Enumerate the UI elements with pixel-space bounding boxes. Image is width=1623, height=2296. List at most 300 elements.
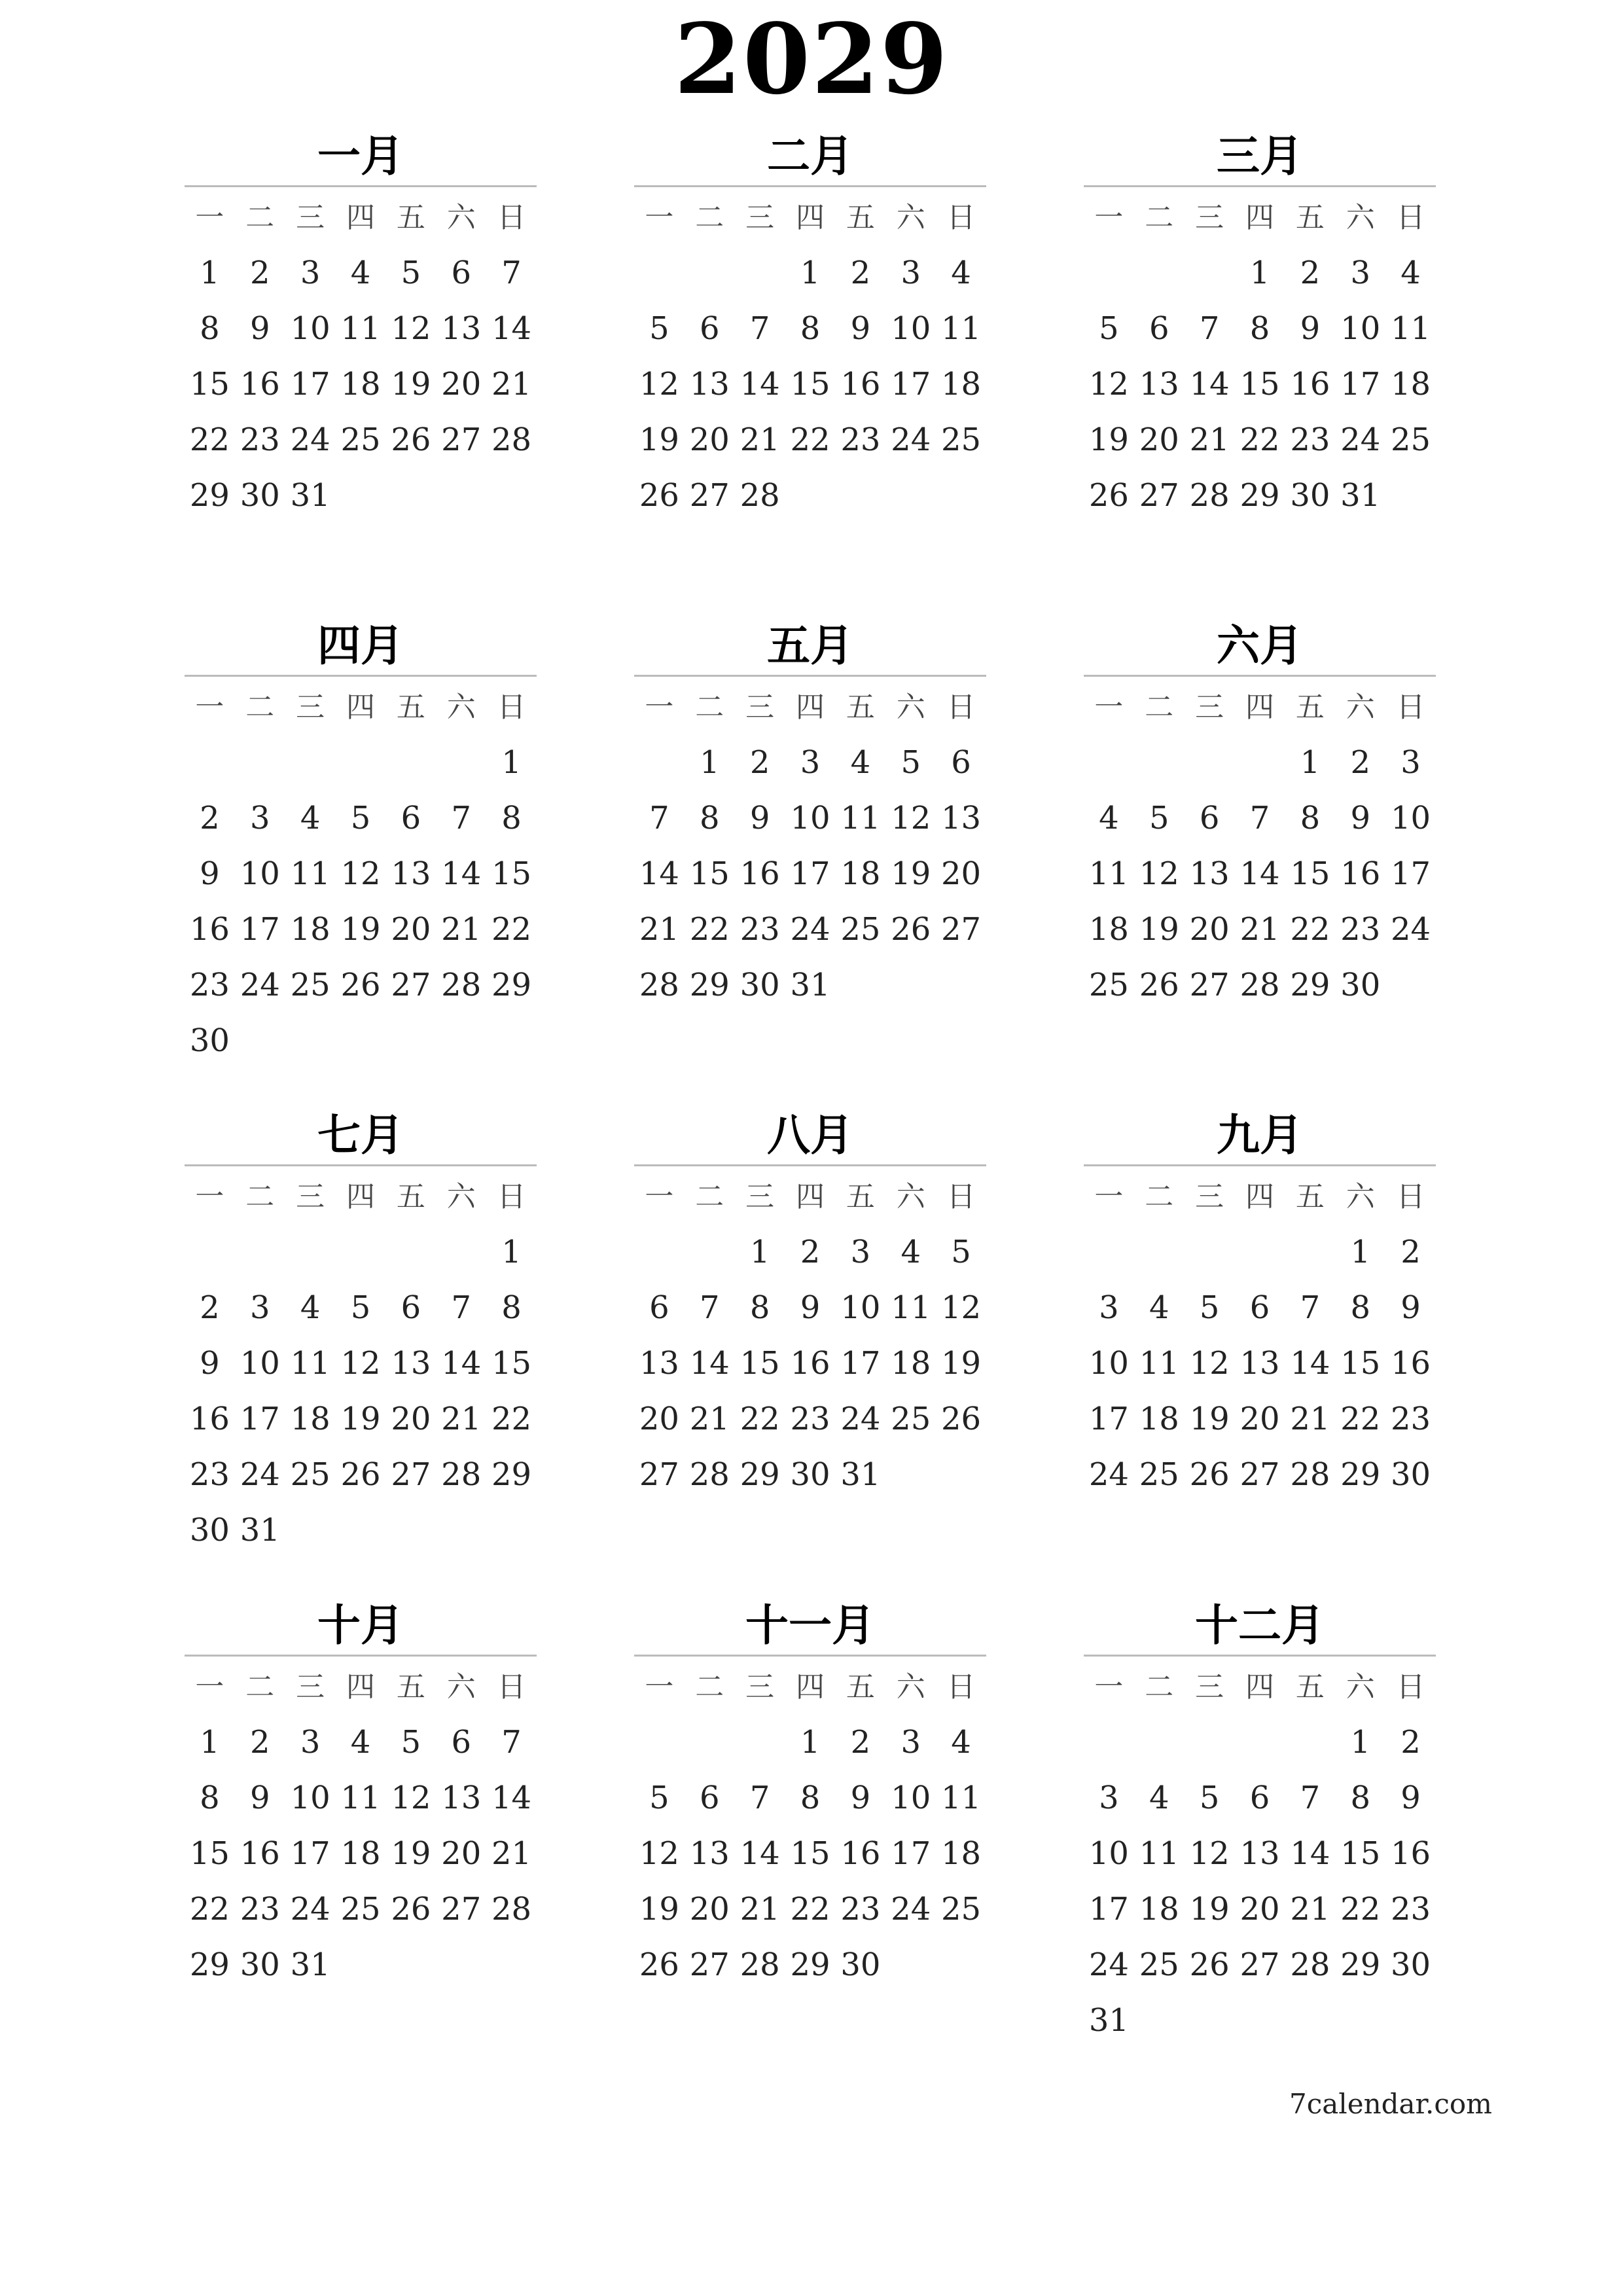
day-cell: 3	[1099, 1289, 1119, 1326]
weekday-header: 二	[1145, 1670, 1174, 1704]
day-cell: 15	[790, 1835, 830, 1872]
day-cell: 15	[790, 366, 830, 403]
day-cell: 9	[250, 1780, 270, 1816]
day-cell: 16	[1340, 855, 1381, 892]
day-grid	[1084, 1659, 1436, 2049]
weekday-header: 六	[896, 1180, 925, 1213]
empty-cell	[336, 1225, 386, 1280]
day-cell: 2	[200, 1289, 220, 1326]
day-cell: 10	[840, 1289, 881, 1326]
day-cell: 1	[1350, 1724, 1370, 1761]
day-cell: 16	[1290, 366, 1330, 403]
day-cell: 24	[891, 422, 931, 458]
day-cell: 20	[1240, 1891, 1280, 1928]
day-cell: 9	[850, 1780, 871, 1816]
day-cell: 4	[1149, 1289, 1169, 1326]
day-cell: 28	[740, 477, 780, 514]
day-cell: 26	[891, 911, 931, 948]
day-cell: 11	[340, 1780, 381, 1816]
day-cell: 28	[441, 967, 482, 1003]
day-cell: 25	[891, 1401, 931, 1437]
weekday-header: 日	[946, 691, 976, 724]
month-divider	[1084, 1655, 1436, 1657]
day-cell: 18	[1139, 1891, 1179, 1928]
month-name: 四月	[317, 620, 404, 671]
day-cell: 16	[240, 1835, 280, 1872]
day-cell: 4	[300, 1289, 321, 1326]
weekday-header: 一	[195, 1670, 224, 1704]
day-cell: 8	[700, 800, 720, 836]
weekday-header: 四	[346, 691, 375, 724]
day-cell: 14	[1290, 1345, 1330, 1382]
weekday-header: 日	[497, 1670, 526, 1704]
day-grid	[634, 190, 986, 524]
day-cell: 27	[1240, 1456, 1280, 1493]
day-cell: 28	[689, 1456, 730, 1493]
day-cell: 14	[639, 855, 679, 892]
day-cell: 1	[1350, 1234, 1370, 1270]
day-cell: 18	[941, 1835, 982, 1872]
month-block	[1084, 128, 1436, 524]
empty-cell	[1134, 735, 1185, 791]
weekday-header: 六	[896, 201, 925, 234]
empty-cell	[1235, 735, 1285, 791]
day-cell: 13	[941, 800, 982, 836]
weekday-header: 三	[296, 1180, 325, 1213]
day-grid	[634, 1169, 986, 1503]
day-cell: 2	[1400, 1234, 1421, 1270]
empty-cell	[436, 1225, 486, 1280]
day-cell: 7	[1199, 310, 1220, 347]
day-cell: 18	[340, 366, 381, 403]
day-cell: 30	[840, 1946, 881, 1983]
day-cell: 10	[891, 310, 931, 347]
day-cell: 2	[250, 1724, 270, 1761]
weekday-header: 四	[346, 201, 375, 234]
day-cell: 1	[800, 255, 821, 291]
day-cell: 21	[1189, 422, 1230, 458]
day-cell: 7	[1300, 1780, 1321, 1816]
day-cell: 22	[790, 1891, 830, 1928]
day-cell: 23	[240, 422, 280, 458]
weekday-header: 四	[1245, 201, 1274, 234]
day-cell: 2	[1350, 744, 1370, 781]
day-cell: 17	[891, 366, 931, 403]
day-cell: 20	[391, 1401, 431, 1437]
day-cell: 10	[240, 1345, 280, 1382]
weekday-header: 一	[1094, 1670, 1124, 1704]
year-title: 2029	[674, 2, 949, 116]
day-cell: 8	[1300, 800, 1321, 836]
day-cell: 11	[1391, 310, 1431, 347]
day-cell: 4	[901, 1234, 921, 1270]
day-cell: 8	[1249, 310, 1270, 347]
day-cell: 28	[1290, 1456, 1330, 1493]
day-cell: 1	[800, 1724, 821, 1761]
month-divider	[185, 1655, 537, 1657]
day-cell: 31	[240, 1512, 280, 1549]
weekday-header: 一	[1094, 1180, 1124, 1213]
weekday-header: 四	[795, 1670, 825, 1704]
day-cell: 9	[800, 1289, 821, 1326]
day-cell: 29	[790, 1946, 830, 1983]
day-cell: 22	[189, 422, 230, 458]
weekday-header: 六	[1346, 1180, 1375, 1213]
empty-cell	[1084, 735, 1134, 791]
weekday-header: 三	[1195, 1180, 1224, 1213]
day-cell: 8	[1350, 1289, 1370, 1326]
weekday-header: 四	[1245, 691, 1274, 724]
weekday-header: 二	[695, 1180, 724, 1213]
day-cell: 23	[240, 1891, 280, 1928]
day-cell: 16	[740, 855, 780, 892]
empty-cell	[1235, 1225, 1285, 1280]
month-block	[185, 1597, 537, 1993]
day-cell: 6	[401, 800, 421, 836]
month-divider	[1084, 675, 1436, 677]
weekday-header: 五	[1295, 1180, 1325, 1213]
day-cell: 10	[891, 1780, 931, 1816]
day-cell: 28	[1189, 477, 1230, 514]
day-cell: 10	[290, 1780, 330, 1816]
day-cell: 31	[290, 1946, 330, 1983]
empty-cell	[634, 735, 685, 791]
weekday-header: 二	[1145, 691, 1174, 724]
weekday-header: 五	[396, 201, 425, 234]
weekday-header: 四	[346, 1670, 375, 1704]
day-cell: 22	[689, 911, 730, 948]
day-cell: 2	[850, 255, 871, 291]
day-cell: 2	[749, 744, 770, 781]
day-grid	[634, 679, 986, 1013]
weekday-header: 日	[1396, 1670, 1425, 1704]
month-name: 二月	[767, 131, 853, 181]
day-cell: 12	[891, 800, 931, 836]
day-grid	[1084, 190, 1436, 524]
day-cell: 21	[1290, 1401, 1330, 1437]
weekday-header: 五	[396, 1670, 425, 1704]
empty-cell	[1185, 245, 1235, 301]
day-cell: 9	[1400, 1289, 1421, 1326]
day-cell: 13	[391, 855, 431, 892]
day-cell: 27	[1189, 967, 1230, 1003]
day-cell: 10	[1088, 1345, 1129, 1382]
day-cell: 3	[300, 255, 321, 291]
empty-cell	[685, 1715, 735, 1770]
weekday-header: 一	[1094, 691, 1124, 724]
weekday-header: 二	[695, 201, 724, 234]
empty-cell	[1134, 1225, 1185, 1280]
day-cell: 25	[340, 422, 381, 458]
day-cell: 18	[290, 1401, 330, 1437]
day-cell: 26	[1139, 967, 1179, 1003]
day-cell: 6	[951, 744, 971, 781]
empty-cell	[634, 1225, 685, 1280]
day-cell: 26	[391, 1891, 431, 1928]
weekday-header: 日	[1396, 1180, 1425, 1213]
day-cell: 19	[891, 855, 931, 892]
day-cell: 27	[391, 1456, 431, 1493]
weekday-header: 四	[795, 1180, 825, 1213]
day-cell: 1	[1249, 255, 1270, 291]
day-cell: 26	[391, 422, 431, 458]
weekday-header: 五	[1295, 201, 1325, 234]
day-cell: 17	[1088, 1401, 1129, 1437]
empty-cell	[735, 1715, 785, 1770]
day-cell: 15	[1340, 1345, 1381, 1382]
day-cell: 29	[1340, 1946, 1381, 1983]
day-cell: 30	[240, 1946, 280, 1983]
weekday-header: 三	[745, 1670, 775, 1704]
day-cell: 28	[1290, 1946, 1330, 1983]
day-cell: 30	[1290, 477, 1330, 514]
month-name: 十一月	[745, 1600, 875, 1651]
day-cell: 11	[290, 855, 330, 892]
month-name: 五月	[767, 620, 853, 671]
day-cell: 24	[290, 422, 330, 458]
day-cell: 10	[240, 855, 280, 892]
month-name: 七月	[317, 1110, 404, 1160]
day-cell: 4	[1400, 255, 1421, 291]
day-cell: 20	[941, 855, 982, 892]
day-cell: 5	[951, 1234, 971, 1270]
month-name: 三月	[1217, 131, 1303, 181]
day-cell: 23	[189, 1456, 230, 1493]
weekday-header: 四	[1245, 1670, 1274, 1704]
day-cell: 18	[340, 1835, 381, 1872]
day-cell: 13	[441, 1780, 482, 1816]
day-cell: 12	[1088, 366, 1129, 403]
weekday-header: 四	[346, 1180, 375, 1213]
day-cell: 9	[1300, 310, 1321, 347]
weekday-header: 五	[396, 1180, 425, 1213]
empty-cell	[1084, 245, 1134, 301]
day-cell: 30	[240, 477, 280, 514]
weekday-header: 日	[497, 691, 526, 724]
day-cell: 18	[1139, 1401, 1179, 1437]
day-cell: 10	[790, 800, 830, 836]
month-block	[185, 1107, 537, 1558]
day-cell: 5	[1199, 1780, 1220, 1816]
month-block	[185, 128, 537, 524]
month-name: 一月	[317, 131, 404, 181]
weekday-header: 三	[745, 691, 775, 724]
day-cell: 1	[1300, 744, 1321, 781]
weekday-header: 二	[245, 201, 275, 234]
day-cell: 31	[1340, 477, 1381, 514]
day-cell: 8	[501, 800, 522, 836]
day-cell: 21	[740, 422, 780, 458]
day-cell: 12	[391, 1780, 431, 1816]
empty-cell	[1185, 1225, 1235, 1280]
day-cell: 7	[501, 1724, 522, 1761]
day-cell: 28	[491, 1891, 532, 1928]
day-cell: 8	[749, 1289, 770, 1326]
month-block	[185, 617, 537, 1069]
day-cell: 21	[1290, 1891, 1330, 1928]
weekday-header: 三	[1195, 691, 1224, 724]
day-cell: 3	[800, 744, 821, 781]
day-cell: 21	[740, 1891, 780, 1928]
month-block	[1084, 617, 1436, 1013]
weekday-header: 二	[245, 1180, 275, 1213]
weekday-header: 二	[245, 1670, 275, 1704]
day-cell: 16	[840, 366, 881, 403]
weekday-header: 二	[1145, 201, 1174, 234]
empty-cell	[735, 245, 785, 301]
weekday-header: 五	[1295, 1670, 1325, 1704]
day-cell: 21	[441, 911, 482, 948]
weekday-header: 五	[846, 1180, 875, 1213]
day-cell: 7	[501, 255, 522, 291]
day-cell: 29	[189, 1946, 230, 1983]
weekday-header: 一	[645, 1670, 674, 1704]
day-cell: 4	[850, 744, 871, 781]
day-cell: 14	[740, 1835, 780, 1872]
day-cell: 3	[1099, 1780, 1119, 1816]
day-cell: 20	[1139, 422, 1179, 458]
day-grid	[1084, 1169, 1436, 1503]
day-cell: 22	[1240, 422, 1280, 458]
day-cell: 7	[451, 800, 471, 836]
weekday-header: 一	[195, 1180, 224, 1213]
day-cell: 12	[1139, 855, 1179, 892]
day-cell: 1	[700, 744, 720, 781]
day-cell: 28	[491, 422, 532, 458]
weekday-header: 六	[896, 691, 925, 724]
day-cell: 7	[1249, 800, 1270, 836]
day-cell: 7	[700, 1289, 720, 1326]
weekday-header: 六	[446, 1180, 476, 1213]
month-divider	[634, 1164, 986, 1166]
day-cell: 1	[501, 744, 522, 781]
day-cell: 14	[491, 1780, 532, 1816]
day-cell: 9	[200, 1345, 220, 1382]
weekday-header: 五	[1295, 691, 1325, 724]
day-cell: 25	[1391, 422, 1431, 458]
day-cell: 12	[639, 1835, 679, 1872]
day-cell: 6	[700, 310, 720, 347]
weekday-header: 三	[1195, 201, 1224, 234]
day-cell: 29	[1290, 967, 1330, 1003]
empty-cell	[1134, 245, 1185, 301]
day-cell: 30	[1340, 967, 1381, 1003]
day-cell: 25	[941, 422, 982, 458]
weekday-header: 五	[396, 691, 425, 724]
day-cell: 12	[1189, 1835, 1230, 1872]
day-cell: 30	[1391, 1456, 1431, 1493]
day-cell: 4	[1149, 1780, 1169, 1816]
day-cell: 19	[340, 911, 381, 948]
day-cell: 22	[740, 1401, 780, 1437]
empty-cell	[185, 1225, 235, 1280]
day-cell: 19	[391, 1835, 431, 1872]
day-cell: 15	[491, 1345, 532, 1382]
day-cell: 26	[639, 477, 679, 514]
weekday-header: 日	[497, 1180, 526, 1213]
day-cell: 23	[189, 967, 230, 1003]
day-cell: 8	[501, 1289, 522, 1326]
day-cell: 27	[1240, 1946, 1280, 1983]
day-cell: 3	[1350, 255, 1370, 291]
day-cell: 26	[1088, 477, 1129, 514]
weekday-header: 日	[497, 201, 526, 234]
day-cell: 19	[1139, 911, 1179, 948]
day-cell: 17	[891, 1835, 931, 1872]
weekday-header: 一	[195, 201, 224, 234]
day-cell: 19	[391, 366, 431, 403]
weekday-header: 六	[1346, 201, 1375, 234]
day-cell: 5	[350, 1289, 371, 1326]
month-name: 六月	[1217, 620, 1303, 671]
weekday-header: 一	[195, 691, 224, 724]
day-cell: 8	[800, 1780, 821, 1816]
day-cell: 21	[639, 911, 679, 948]
day-cell: 2	[250, 255, 270, 291]
empty-cell	[685, 245, 735, 301]
day-cell: 1	[501, 1234, 522, 1270]
day-cell: 8	[200, 1780, 220, 1816]
day-cell: 23	[1340, 911, 1381, 948]
day-cell: 24	[1088, 1946, 1129, 1983]
day-cell: 13	[689, 366, 730, 403]
day-cell: 26	[1189, 1456, 1230, 1493]
day-cell: 4	[951, 255, 971, 291]
day-cell: 16	[189, 911, 230, 948]
weekday-header: 日	[946, 1670, 976, 1704]
day-cell: 28	[441, 1456, 482, 1493]
day-cell: 11	[1139, 1345, 1179, 1382]
weekday-header: 二	[695, 691, 724, 724]
day-cell: 14	[1290, 1835, 1330, 1872]
day-cell: 11	[290, 1345, 330, 1382]
day-cell: 2	[850, 1724, 871, 1761]
weekday-header: 一	[645, 201, 674, 234]
weekday-header: 二	[695, 1670, 724, 1704]
day-cell: 20	[441, 1835, 482, 1872]
day-cell: 18	[1391, 366, 1431, 403]
day-cell: 18	[840, 855, 881, 892]
day-cell: 4	[951, 1724, 971, 1761]
day-cell: 23	[790, 1401, 830, 1437]
day-cell: 17	[1088, 1891, 1129, 1928]
day-cell: 23	[1290, 422, 1330, 458]
day-cell: 21	[689, 1401, 730, 1437]
day-cell: 3	[250, 1289, 270, 1326]
day-cell: 18	[891, 1345, 931, 1382]
day-cell: 1	[749, 1234, 770, 1270]
weekday-header: 六	[446, 691, 476, 724]
day-cell: 14	[441, 1345, 482, 1382]
day-cell: 3	[901, 1724, 921, 1761]
weekday-header: 五	[846, 201, 875, 234]
day-cell: 6	[451, 1724, 471, 1761]
day-cell: 25	[290, 1456, 330, 1493]
day-grid	[1084, 679, 1436, 1013]
day-cell: 19	[1088, 422, 1129, 458]
weekday-header: 三	[296, 1670, 325, 1704]
day-cell: 7	[749, 1780, 770, 1816]
weekday-header: 六	[446, 1670, 476, 1704]
day-cell: 20	[639, 1401, 679, 1437]
day-cell: 17	[840, 1345, 881, 1382]
day-cell: 11	[941, 310, 982, 347]
weekday-header: 六	[1346, 1670, 1375, 1704]
day-cell: 19	[639, 1891, 679, 1928]
month-divider	[1084, 1164, 1436, 1166]
day-cell: 14	[740, 366, 780, 403]
day-cell: 15	[491, 855, 532, 892]
